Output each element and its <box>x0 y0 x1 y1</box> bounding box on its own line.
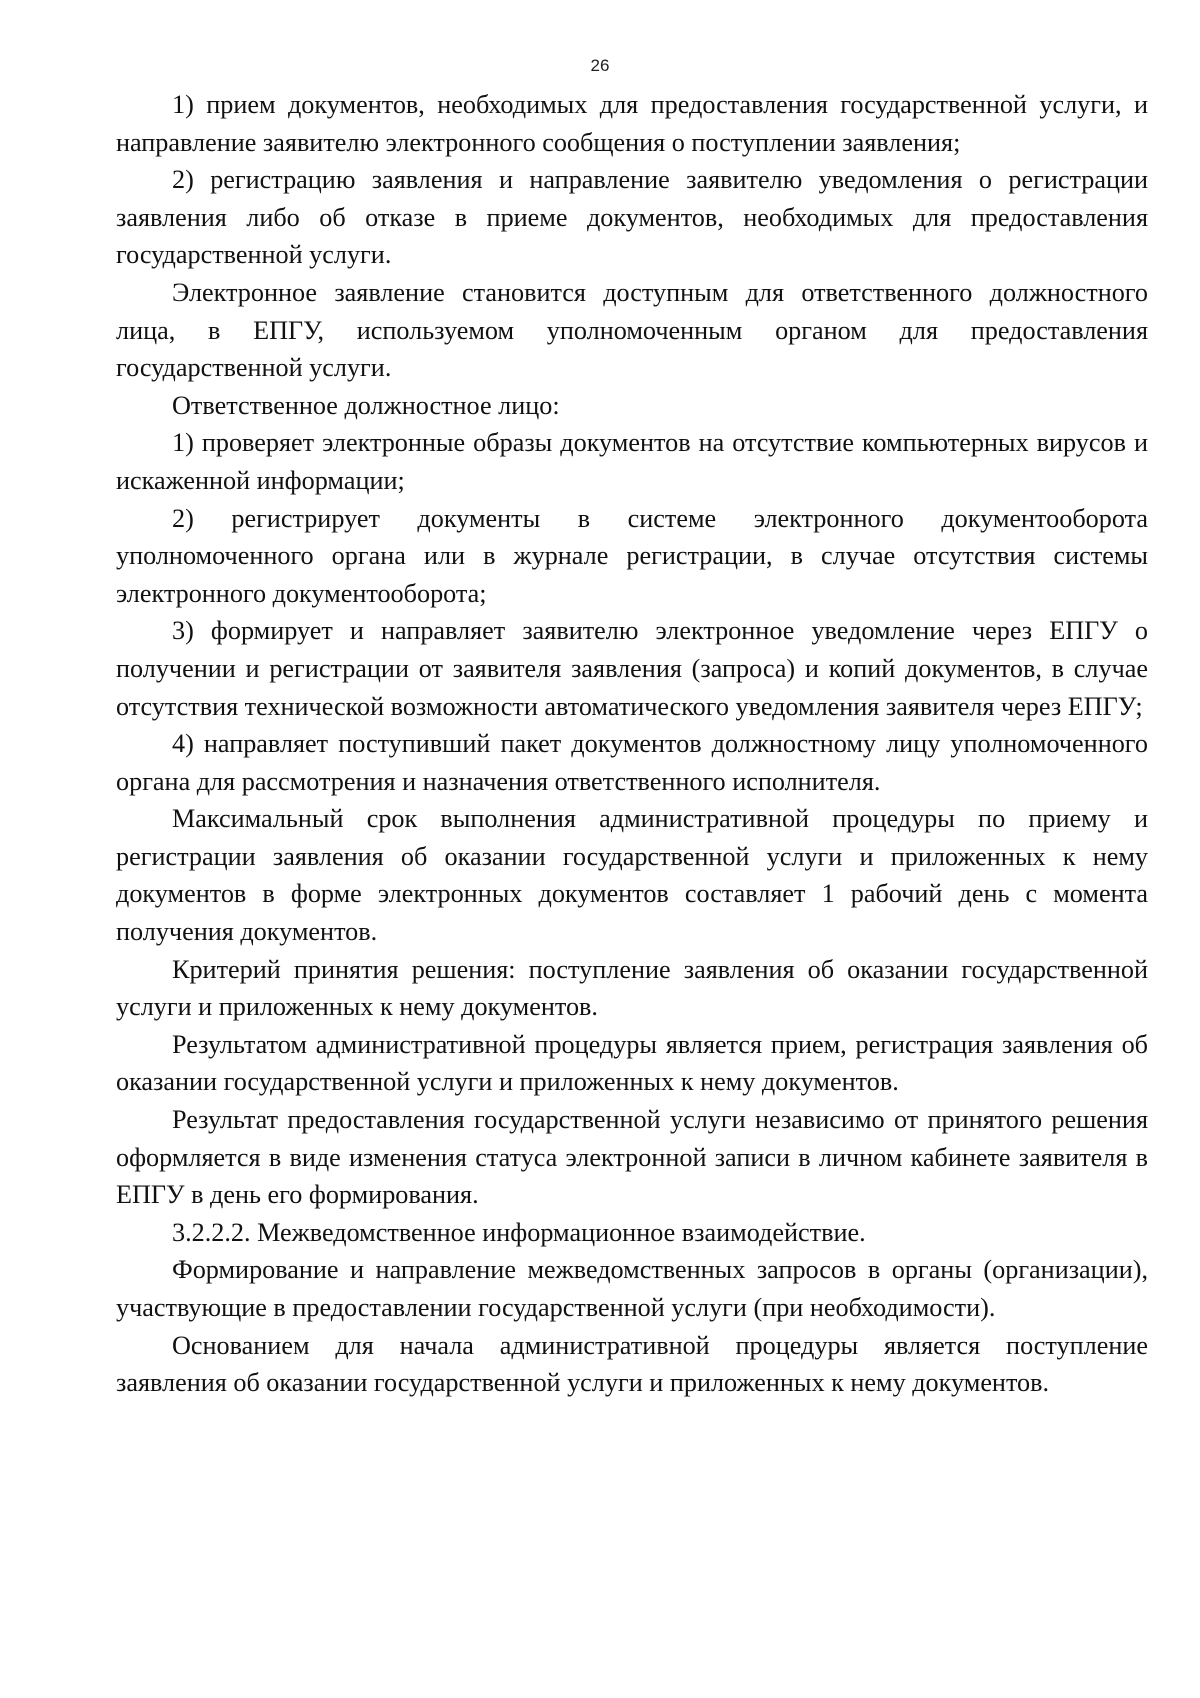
paragraph-9: Максимальный срок выполнения административной процедуры по приему и регистрации заявления об оказании государственной услуги и приложенных к нему документов в форме электронных документов составляет 1 рабочий день с момента получения документов. <box>116 804 1148 947</box>
paragraph-11: Результатом административной процедуры является прием, регистрация заявления об оказании государственной услуги и приложенных к нему документов. <box>116 1029 1148 1097</box>
paragraph-14: Формирование и направление межведомственных запросов в органы (организации), участвующие в предоставлении государственной услуги (при необходимости). <box>116 1255 1148 1322</box>
paragraph-15: Основанием для начала административной процедуры является поступление заявления об оказании государственной услуги и приложенных к нему документов. <box>116 1330 1148 1398</box>
paragraph-7: 3) формирует и направляет заявителю электронное уведомление через ЕПГУ о получении и регистрации от заявителя заявления (запроса) и копий документов, в случае отсутствия технической возможности автоматического уведомления заявителя через ЕПГУ; <box>116 616 1148 721</box>
paragraph-8: 4) направляет поступивший пакет документов должностному лицу уполномоченного органа для рассмотрения и назначения ответственного исполнителя. <box>116 729 1148 796</box>
paragraph-5: 1) проверяет электронные образы документов на отсутствие компьютерных вирусов и искаженной информации; <box>116 428 1148 495</box>
page-number: 26 <box>590 56 610 75</box>
document-body <box>116 86 1148 1402</box>
paragraph-1: 1) прием документов, необходимых для предоставления государственной услуги, и направление заявителю электронного сообщения о поступлении заявления; <box>116 90 1148 157</box>
paragraph-2: 2) регистрацию заявления и направление заявителю уведомления о регистрации заявления либо об отказе в приеме документов, необходимых для предоставления государственной услуги. <box>116 165 1148 270</box>
section-heading-3-2-2-2: 3.2.2.2. Межведомственное информационное взаимодействие. <box>172 1217 866 1247</box>
paragraph-6: 2) регистрирует документы в системе электронного документооборота уполномоченного органа или в журнале регистрации, в случае отсутствия системы электронного документооборота; <box>116 503 1148 608</box>
paragraph-4: Ответственное должностное лицо: <box>172 390 560 420</box>
paragraph-12: Результат предоставления государственной услуги независимо от принятого решения оформляется в виде изменения статуса электронной записи в личном кабинете заявителя в ЕПГУ в день его формирования. <box>116 1105 1148 1210</box>
paragraph-3: Электронное заявление становится доступным для ответственного должностного лица, в ЕПГУ, используемом уполномоченным органом для предоставления государственной услуги. <box>116 277 1148 383</box>
paragraph-10: Критерий принятия решения: поступление заявления об оказании государственной услуги и приложенных к нему документов. <box>116 954 1148 1022</box>
